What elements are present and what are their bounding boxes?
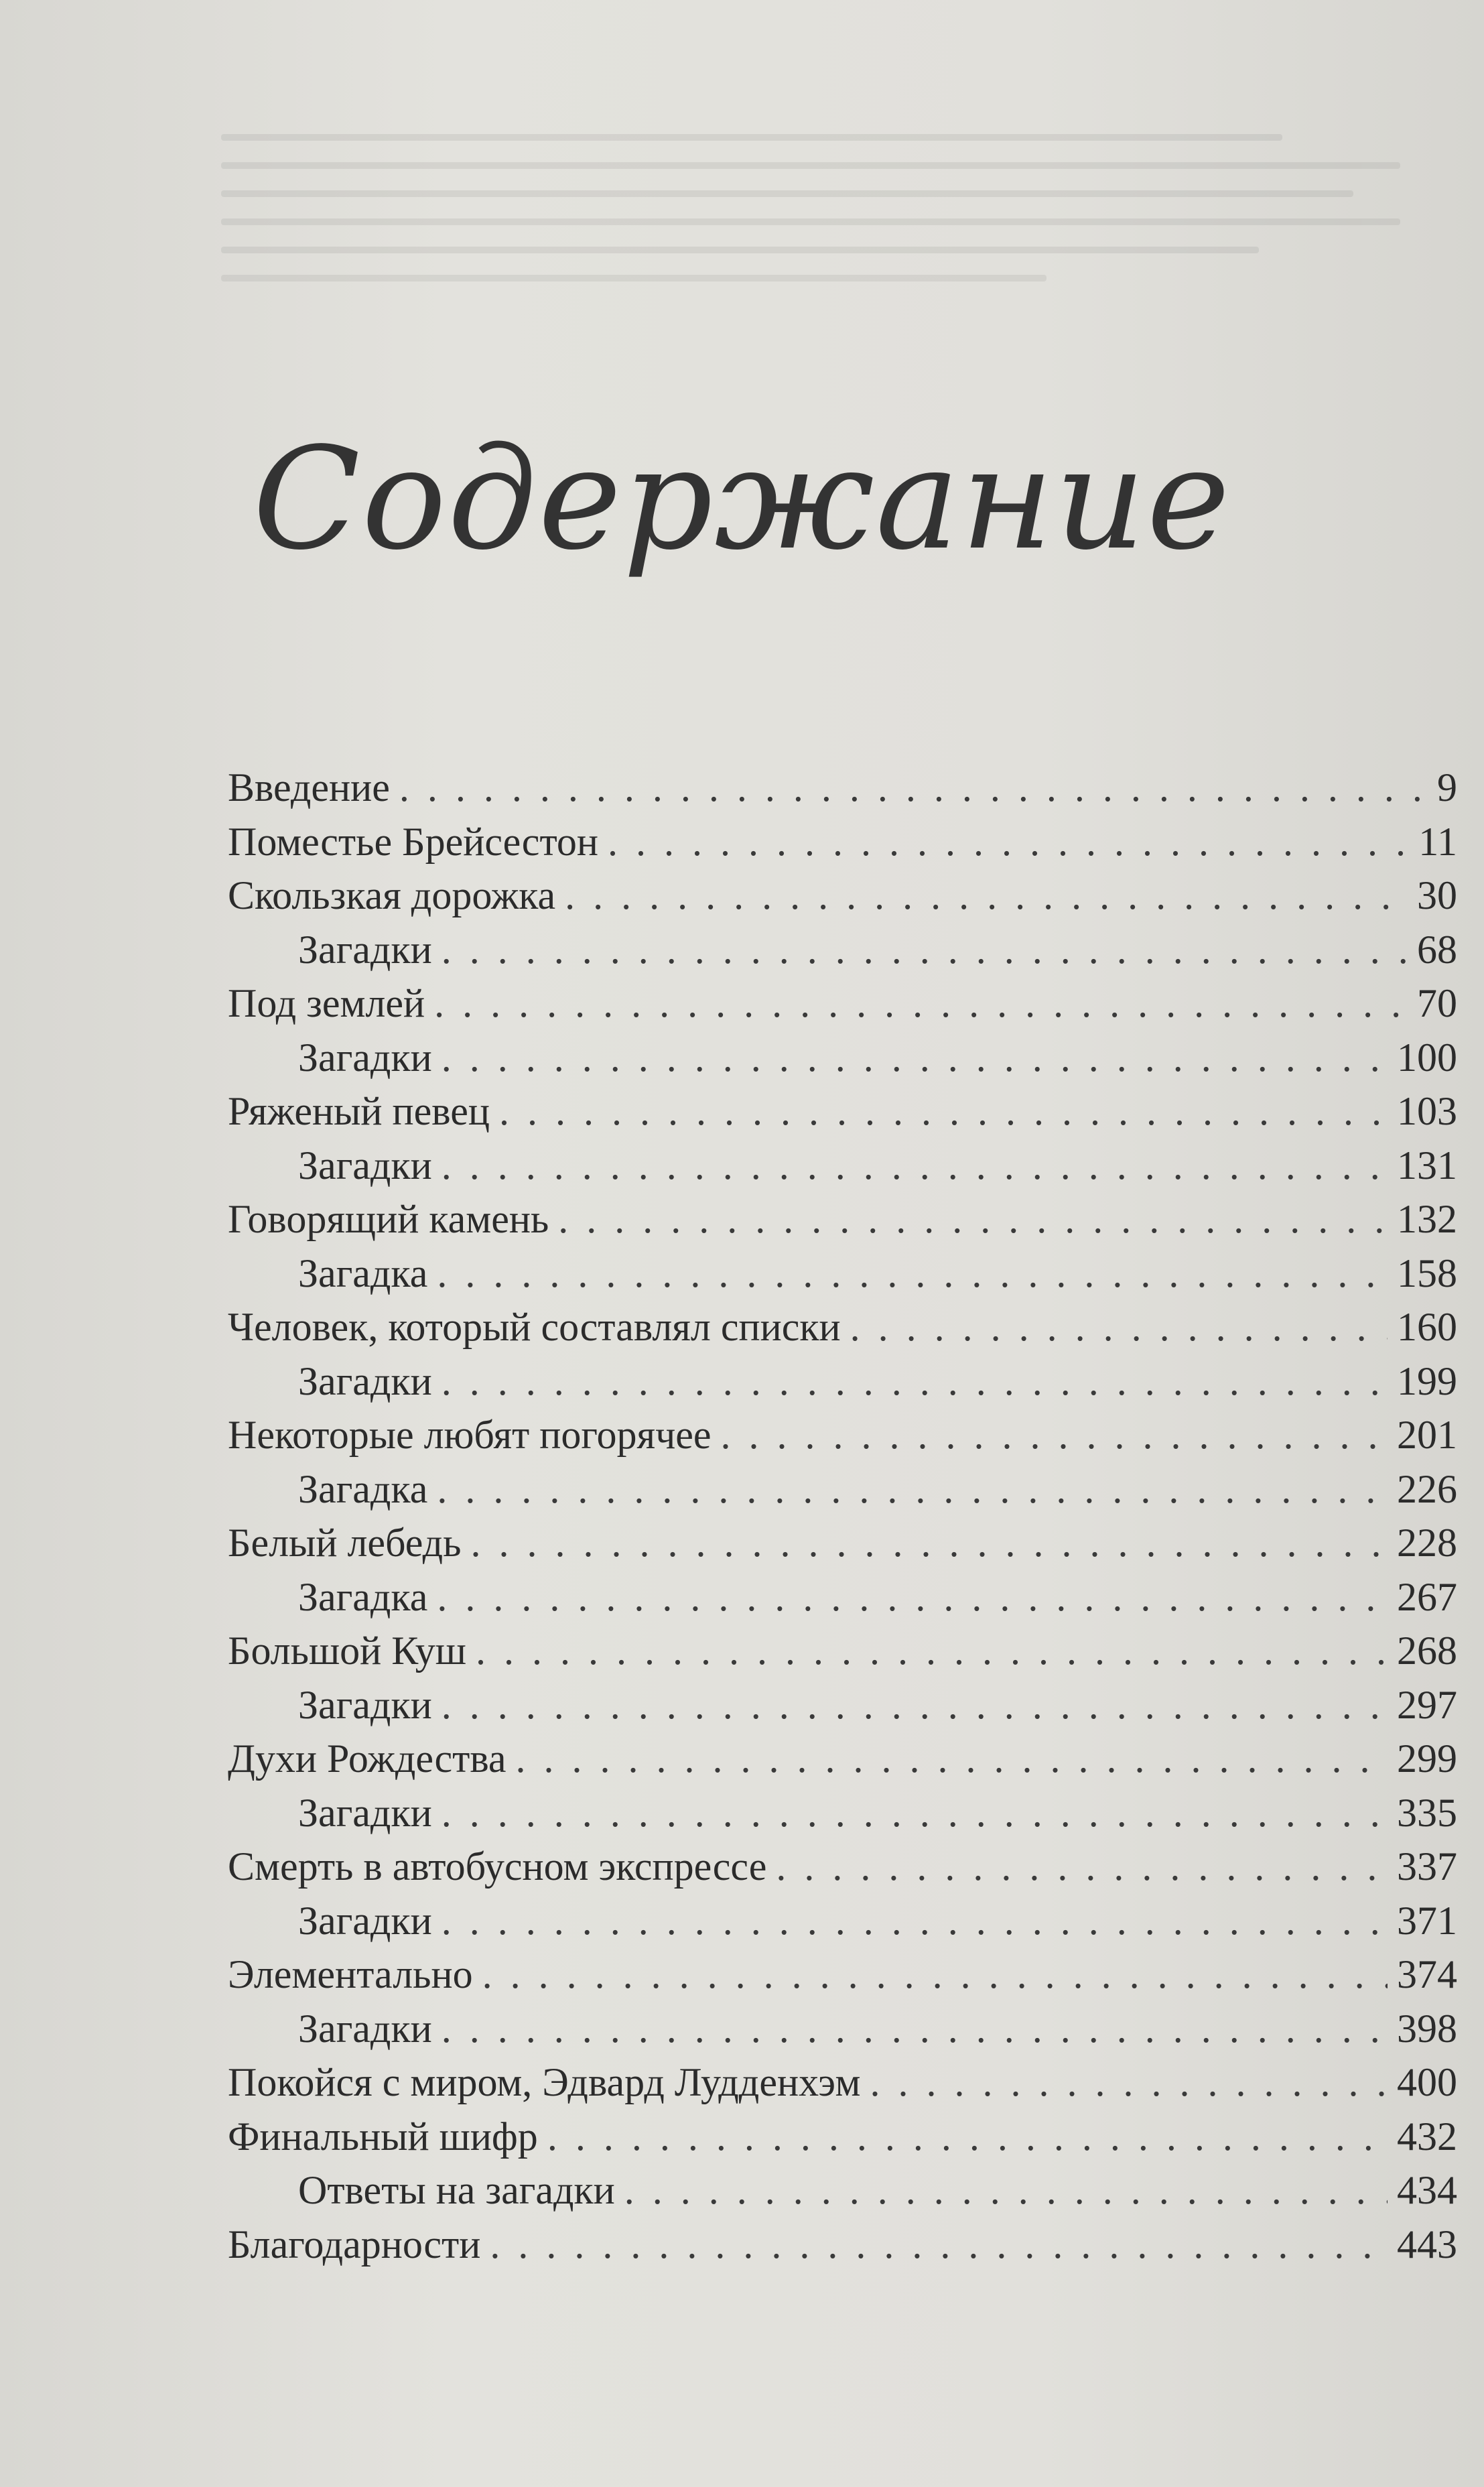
dot-leader: [516, 1732, 1388, 1786]
dot-leader: [499, 1084, 1388, 1139]
toc-entry-title: Загадки: [298, 1790, 432, 1835]
toc-entry-page: 268: [1397, 1629, 1457, 1673]
toc-entry[interactable]: [228, 1948, 1457, 2002]
dot-leader: [437, 1462, 1388, 1517]
toc-entry-page: 103: [1397, 1089, 1457, 1133]
toc-entry-title: Загадки: [298, 1035, 432, 1080]
toc-entry-title: Говорящий камень: [228, 1197, 549, 1241]
dot-leader: [434, 976, 1408, 1031]
dot-leader: [442, 923, 1408, 977]
toc-entry-title: Скользкая дорожка: [228, 873, 556, 917]
dot-leader: [482, 1948, 1388, 2002]
toc-entry-title: Белый лебедь: [228, 1521, 462, 1565]
dot-leader: [442, 2002, 1388, 2056]
toc-entry-page: 100: [1397, 1035, 1457, 1080]
dot-leader: [442, 1786, 1388, 1840]
toc-entry[interactable]: [228, 1408, 1457, 1462]
toc-subentry[interactable]: [228, 1462, 1457, 1517]
dot-leader: [721, 1408, 1388, 1462]
toc-entry-page: 443: [1397, 2222, 1457, 2267]
toc-entry[interactable]: [228, 869, 1457, 923]
toc-entry[interactable]: [228, 2218, 1457, 2272]
dot-leader: [442, 1031, 1388, 1085]
toc-subentry[interactable]: [228, 1678, 1457, 1732]
toc-entry-page: 158: [1397, 1251, 1457, 1295]
dot-leader: [442, 1354, 1388, 1409]
toc-entry-page: 400: [1397, 2060, 1457, 2104]
toc-subentry[interactable]: [228, 1786, 1457, 1840]
dot-leader: [442, 1139, 1388, 1193]
toc-entry-title: Под землей: [228, 981, 425, 1025]
toc-entry-title: Загадки: [298, 1682, 432, 1727]
toc-entry-title: Загадка: [298, 1466, 428, 1511]
toc-entry[interactable]: [228, 1732, 1457, 1786]
toc-entry-page: 30: [1417, 873, 1457, 917]
dot-leader: [608, 815, 1409, 869]
dot-leader: [850, 1300, 1388, 1354]
toc-entry-title: Большой Куш: [228, 1629, 466, 1673]
dot-leader: [547, 2110, 1388, 2164]
toc-entry[interactable]: [228, 1624, 1457, 1678]
toc-entry-page: 299: [1397, 1736, 1457, 1781]
dot-leader: [624, 2163, 1388, 2218]
toc-subentry[interactable]: [228, 1247, 1457, 1301]
toc-subentry[interactable]: [228, 923, 1457, 977]
toc-subentry[interactable]: [228, 1570, 1457, 1624]
toc-entry-title: Духи Рождества: [228, 1736, 507, 1781]
toc-entry-page: 335: [1397, 1790, 1457, 1835]
toc-entry-title: Человек, который составлял списки: [228, 1305, 841, 1349]
toc-entry-page: 434: [1397, 2168, 1457, 2212]
table-of-contents: [228, 761, 1457, 2271]
toc-entry-title: Введение: [228, 765, 390, 810]
toc-entry-title: Ответы на загадки: [298, 2168, 615, 2212]
toc-entry-title: Загадки: [298, 927, 432, 972]
toc-entry-page: 199: [1397, 1358, 1457, 1403]
dot-leader: [558, 1192, 1388, 1247]
toc-subentry[interactable]: [228, 2163, 1457, 2218]
toc-entry-title: Смерть в автобусном экспрессе: [228, 1844, 767, 1889]
dot-leader: [476, 1624, 1388, 1678]
dot-leader: [442, 1894, 1388, 1948]
toc-entry-title: Загадки: [298, 2006, 432, 2051]
toc-entry[interactable]: [228, 1192, 1457, 1247]
dot-leader: [437, 1247, 1388, 1301]
toc-subentry[interactable]: [228, 1031, 1457, 1085]
dot-leader: [442, 1678, 1388, 1732]
toc-entry-page: 160: [1397, 1305, 1457, 1349]
toc-subentry[interactable]: [228, 2002, 1457, 2056]
toc-entry-title: Загадки: [298, 1358, 432, 1403]
show-through-text: [221, 134, 1400, 416]
toc-entry[interactable]: [228, 2055, 1457, 2110]
toc-entry-page: 371: [1397, 1898, 1457, 1943]
toc-entry[interactable]: [228, 1516, 1457, 1570]
toc-entry-title: Некоторые любят погорячее: [228, 1413, 712, 1457]
toc-subentry[interactable]: [228, 1894, 1457, 1948]
toc-entry-title: Загадка: [298, 1574, 428, 1619]
dot-leader: [471, 1516, 1388, 1570]
page-title: Содержание: [253, 417, 1231, 581]
dot-leader: [437, 1570, 1388, 1624]
toc-entry-page: 228: [1397, 1521, 1457, 1565]
toc-entry-page: 398: [1397, 2006, 1457, 2051]
toc-entry-page: 11: [1418, 819, 1457, 864]
toc-entry-title: Загадка: [298, 1251, 428, 1295]
toc-entry-page: 337: [1397, 1844, 1457, 1889]
dot-leader: [870, 2055, 1388, 2110]
toc-entry-title: Поместье Брейсестон: [228, 819, 598, 864]
toc-entry-page: 226: [1397, 1466, 1457, 1511]
toc-entry-page: 132: [1397, 1197, 1457, 1241]
toc-entry-title: Элементально: [228, 1952, 473, 1996]
toc-entry[interactable]: [228, 2110, 1457, 2164]
toc-entry-title: Финальный шифр: [228, 2114, 538, 2159]
toc-entry-title: Покойся с миром, Эдвард Лудденхэм: [228, 2060, 861, 2104]
toc-entry-title: Загадки: [298, 1143, 432, 1188]
toc-entry-page: 432: [1397, 2114, 1457, 2159]
toc-subentry[interactable]: [228, 1354, 1457, 1409]
toc-entry[interactable]: [228, 1300, 1457, 1354]
toc-entry[interactable]: [228, 976, 1457, 1031]
toc-entry-title: Загадки: [298, 1898, 432, 1943]
toc-entry-page: 131: [1397, 1143, 1457, 1188]
dot-leader: [490, 2218, 1388, 2272]
toc-entry[interactable]: [228, 1840, 1457, 1894]
toc-entry-title: Благодарности: [228, 2222, 481, 2267]
toc-entry-page: 267: [1397, 1574, 1457, 1619]
toc-entry[interactable]: [228, 761, 1457, 815]
toc-entry-page: 297: [1397, 1682, 1457, 1727]
toc-entry-page: 9: [1437, 765, 1457, 810]
toc-entry[interactable]: [228, 815, 1457, 869]
dot-leader: [776, 1840, 1388, 1894]
toc-subentry[interactable]: [228, 1139, 1457, 1193]
dot-leader: [565, 869, 1408, 923]
toc-entry[interactable]: [228, 1084, 1457, 1139]
toc-entry-page: 70: [1417, 981, 1457, 1025]
toc-entry-page: 374: [1397, 1952, 1457, 1996]
toc-entry-page: 201: [1397, 1413, 1457, 1457]
toc-entry-title: Ряженый певец: [228, 1089, 490, 1133]
toc-entry-page: 68: [1417, 927, 1457, 972]
dot-leader: [399, 761, 1428, 815]
